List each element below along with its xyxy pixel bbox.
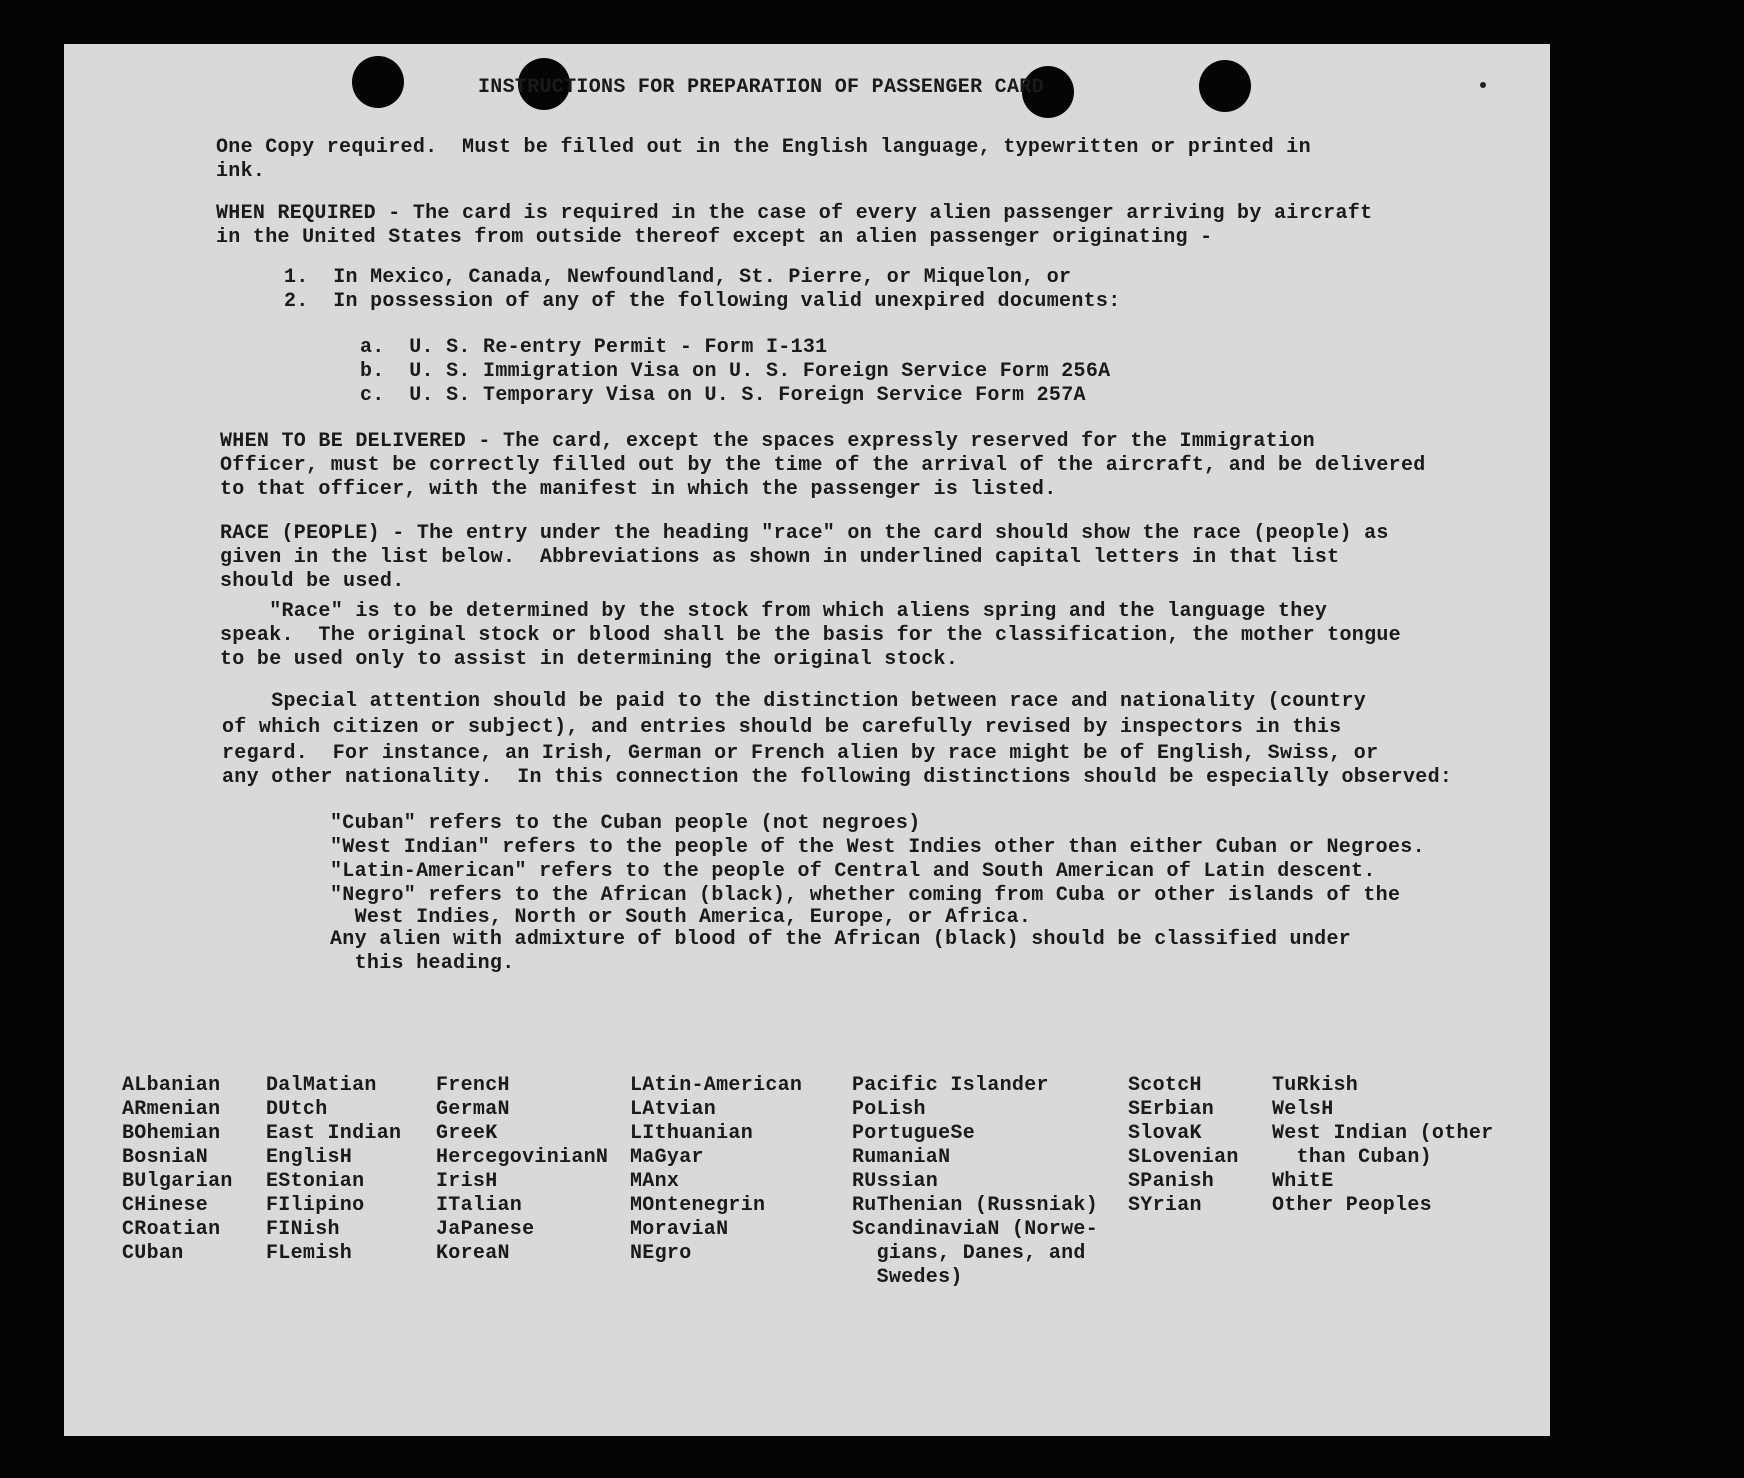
- race-entry: Pacific Islander: [852, 1074, 1049, 1097]
- race-entry: SYrian: [1128, 1194, 1202, 1217]
- race-list-column-1: [122, 1074, 233, 1266]
- race-entry: PortugueSe: [852, 1122, 976, 1145]
- race-list-column-4: [630, 1074, 802, 1266]
- intro-line-1: One Copy required. Must be filled out in the English language, typewritten or printed in: [216, 136, 1311, 159]
- race-entry: FrencH: [436, 1074, 510, 1097]
- race-entry: ITalian: [436, 1194, 523, 1217]
- race-entry: MOntenegrin: [630, 1194, 766, 1217]
- distinction-admixture: Any alien with admixture of blood of the African (black) should be classified under: [330, 928, 1352, 951]
- document-b: b. U. S. Immigration Visa on U. S. Foreign Service Form 256A: [360, 360, 1111, 383]
- distinction-latin-american: "Latin-American" refers to the people of Central and South American of Latin descent.: [330, 860, 1376, 883]
- race-list-column-3: [436, 1074, 608, 1266]
- race-entry: GermaN: [436, 1098, 510, 1121]
- race-entry: WelsH: [1272, 1098, 1334, 1121]
- race-entry: MoraviaN: [630, 1218, 729, 1241]
- race-entry: FLemish: [266, 1242, 353, 1265]
- race-entry: FINish: [266, 1218, 340, 1241]
- condition-2: 2. In possession of any of the following valid unexpired documents:: [284, 290, 1121, 313]
- race-entry: GreeK: [436, 1122, 498, 1145]
- race-entry: BOhemian: [122, 1122, 221, 1145]
- race-entry: FIlipino: [266, 1194, 365, 1217]
- race-entry: MaGyar: [630, 1146, 704, 1169]
- race-entry: EStonian: [266, 1170, 365, 1193]
- race-def-line-1: "Race" is to be determined by the stock from which aliens spring and the language they: [220, 600, 1328, 623]
- race-list-column-6: [1128, 1074, 1239, 1218]
- race-entry: LIthuanian: [630, 1122, 754, 1145]
- race-entry: RUssian: [852, 1170, 939, 1193]
- race-entry: BUlgarian: [122, 1170, 233, 1193]
- distinction-negro-cont: West Indies, North or South America, Europe, or Africa.: [330, 906, 1032, 929]
- race-entry: Other Peoples: [1272, 1194, 1432, 1217]
- race-entry: LAtvian: [630, 1098, 717, 1121]
- race-entry: East Indian: [266, 1122, 402, 1145]
- race-entry: KoreaN: [436, 1242, 510, 1265]
- distinction-admixture-cont: this heading.: [330, 952, 515, 975]
- speck: [1480, 82, 1486, 88]
- when-required-line-1: WHEN REQUIRED - The card is required in the case of every alien passenger arriving by aircraft: [216, 202, 1373, 225]
- race-entry: CRoatian: [122, 1218, 221, 1241]
- race-list-column-7: [1272, 1074, 1493, 1218]
- race-line-2: given in the list below. Abbreviations as shown in underlined capital letters in that list: [220, 546, 1340, 569]
- distinction-negro: "Negro" refers to the African (black), whether coming from Cuba or other islands of the: [330, 884, 1401, 907]
- race-line-3: should be used.: [220, 570, 405, 593]
- race-entry: TuRkish: [1272, 1074, 1359, 1097]
- race-entry: MAnx: [630, 1170, 680, 1193]
- punch-hole: [352, 56, 404, 108]
- race-entry: SPanish: [1128, 1170, 1215, 1193]
- race-entry: IrisH: [436, 1170, 498, 1193]
- punch-hole: [1199, 60, 1251, 112]
- race-entry: SErbian: [1128, 1098, 1215, 1121]
- race-list-column-2: [266, 1074, 401, 1266]
- race-entry: DUtch: [266, 1098, 328, 1121]
- when-required-line-2: in the United States from outside thereof except an alien passenger originating -: [216, 226, 1213, 249]
- special-line-4: any other nationality. In this connection the following distinctions should be especially observed:: [222, 766, 1453, 789]
- race-entry: ScandinaviaN (Norwe-: [852, 1218, 1099, 1241]
- race-entry: SLovenian: [1128, 1146, 1239, 1169]
- race-entry: CHinese: [122, 1194, 209, 1217]
- race-entry: RumaniaN: [852, 1146, 951, 1169]
- special-line-1: Special attention should be paid to the distinction between race and nationality (country: [222, 690, 1367, 713]
- race-entry: NEgro: [630, 1242, 692, 1265]
- special-line-2: of which citizen or subject), and entries should be carefully revised by inspectors in this: [222, 716, 1342, 739]
- race-entry: West Indian (other: [1272, 1122, 1494, 1145]
- race-def-line-3: to be used only to assist in determining the original stock.: [220, 648, 959, 671]
- race-entry: LAtin-American: [630, 1074, 803, 1097]
- race-entry: WhitE: [1272, 1170, 1334, 1193]
- race-entry: CUban: [122, 1242, 184, 1265]
- distinction-west-indian: "West Indian" refers to the people of the West Indies other than either Cuban or Negroes.: [330, 836, 1425, 859]
- condition-1: 1. In Mexico, Canada, Newfoundland, St. Pierre, or Miquelon, or: [284, 266, 1072, 289]
- race-entry: RuThenian (Russniak): [852, 1194, 1099, 1217]
- page-title: INSTRUCTIONS FOR PREPARATION OF PASSENGER CARD: [478, 76, 1044, 99]
- when-delivered-line-2: Officer, must be correctly filled out by the time of the arrival of the aircraft, and be delivered: [220, 454, 1426, 477]
- document-a: a. U. S. Re-entry Permit - Form I-131: [360, 336, 828, 359]
- race-entry: PoLish: [852, 1098, 926, 1121]
- race-entry: gians, Danes, and: [852, 1242, 1086, 1265]
- race-entry: BosniaN: [122, 1146, 209, 1169]
- document-page: [64, 44, 1550, 1436]
- race-line-1: RACE (PEOPLE) - The entry under the heading "race" on the card should show the race (people) as: [220, 522, 1389, 545]
- race-entry: HercegovinianN: [436, 1146, 609, 1169]
- document-c: c. U. S. Temporary Visa on U. S. Foreign Service Form 257A: [360, 384, 1086, 407]
- race-list-column-5: [852, 1074, 1098, 1290]
- race-entry: ScotcH: [1128, 1074, 1202, 1097]
- race-entry: ARmenian: [122, 1098, 221, 1121]
- when-delivered-line-1: WHEN TO BE DELIVERED - The card, except the spaces expressly reserved for the Immigration: [220, 430, 1315, 453]
- race-entry: JaPanese: [436, 1218, 535, 1241]
- intro-line-2: ink.: [216, 160, 266, 183]
- special-line-3: regard. For instance, an Irish, German or French alien by race might be of English, Swiss, or: [222, 742, 1379, 765]
- race-entry: DalMatian: [266, 1074, 377, 1097]
- distinction-cuban: "Cuban" refers to the Cuban people (not negroes): [330, 812, 921, 835]
- race-def-line-2: speak. The original stock or blood shall be the basis for the classification, the mother tongue: [220, 624, 1401, 647]
- race-entry: ALbanian: [122, 1074, 221, 1097]
- race-entry: than Cuban): [1272, 1146, 1432, 1169]
- race-entry: EnglisH: [266, 1146, 353, 1169]
- when-delivered-line-3: to that officer, with the manifest in which the passenger is listed.: [220, 478, 1057, 501]
- race-entry: Swedes): [852, 1266, 963, 1289]
- race-entry: SlovaK: [1128, 1122, 1202, 1145]
